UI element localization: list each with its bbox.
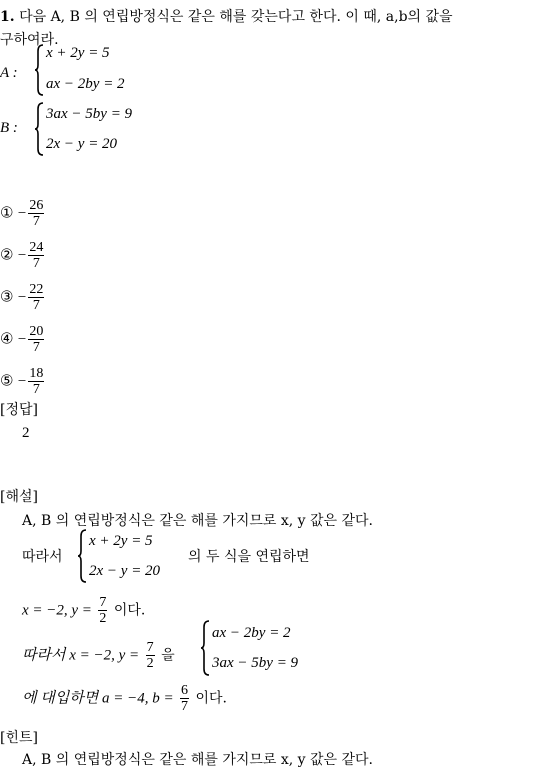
system-a-brace [34, 44, 44, 96]
solution-system-2-eq-1: ax − 2by = 2 [212, 625, 291, 641]
solution-line-5 [22, 683, 227, 714]
fraction-denominator: 7 [32, 256, 40, 271]
fraction-numerator: 24 [29, 240, 44, 255]
choice-sign: − [17, 205, 27, 222]
solution-line-3-suffix: 이다. [113, 602, 146, 619]
answer-value: 2 [22, 425, 30, 441]
hint-text: A, B 의 연립방정식은 같은 해를 가지므로 x, y 값은 같다. [22, 752, 374, 768]
choice-marker: ⑤ [0, 371, 14, 390]
choice-fraction [28, 324, 44, 355]
choice-marker: ① [0, 203, 14, 222]
choice-marker: ② [0, 245, 14, 264]
choice-sign: − [17, 289, 27, 306]
solution-line-5-suffix: 이다. [195, 690, 227, 707]
choice-3[interactable] [0, 282, 46, 313]
solution-line-3 [22, 595, 145, 626]
question-text-2: 구하여라. [0, 32, 59, 48]
choice-5[interactable] [0, 366, 46, 397]
question-number: 1. [0, 9, 15, 25]
choice-marker: ④ [0, 329, 14, 348]
solution-line-4-mid: 을 [161, 647, 175, 664]
choice-sign: − [17, 331, 27, 348]
choice-sign: − [17, 373, 27, 390]
solution-line-3-fraction [98, 595, 107, 626]
choice-sign: − [17, 247, 27, 264]
system-b-label: B : [0, 120, 18, 136]
solution-line-1: A, B 의 연립방정식은 같은 해를 가지므로 x, y 값은 같다. [22, 513, 374, 529]
fraction-denominator: 7 [32, 340, 40, 355]
fraction-denominator: 7 [181, 699, 189, 714]
fraction-denominator: 2 [146, 656, 154, 671]
solution-label: [해설] [0, 489, 38, 505]
system-b-brace [34, 102, 44, 156]
choice-1[interactable] [0, 198, 46, 229]
choice-2[interactable] [0, 240, 46, 271]
choice-fraction [28, 240, 44, 271]
solution-system-1-brace [77, 529, 87, 583]
solution-line-2-prefix: 따라서 [22, 549, 63, 565]
solution-system-1-eq-1: x + 2y = 5 [89, 533, 153, 549]
system-a-eq-1: x + 2y = 5 [46, 45, 110, 61]
solution-line-5-fraction [180, 683, 189, 714]
choice-4[interactable] [0, 324, 46, 355]
fraction-numerator: 22 [29, 282, 44, 297]
system-a-eq-2: ax − 2by = 2 [46, 76, 125, 92]
solution-line-3-prefix: x = −2, y = [22, 602, 92, 619]
fraction-numerator: 7 [146, 640, 154, 655]
solution-system-1-eq-2: 2x − y = 20 [89, 563, 161, 579]
system-b-eq-1: 3ax − 5by = 9 [46, 106, 133, 122]
solution-line-4-prefix: 따라서 x = −2, y = [22, 647, 140, 664]
fraction-denominator: 7 [32, 382, 40, 397]
solution-system-2-brace [200, 620, 210, 676]
hint-label: [힌트] [0, 730, 38, 746]
solution-line-4 [22, 640, 175, 671]
question-line-1 [0, 6, 453, 26]
fraction-numerator: 7 [99, 595, 107, 610]
choice-fraction [28, 282, 44, 313]
choice-fraction [28, 198, 44, 229]
fraction-numerator: 20 [29, 324, 44, 339]
answer-label: [정답] [0, 402, 38, 418]
solution-line-4-fraction [146, 640, 155, 671]
fraction-denominator: 7 [32, 214, 40, 229]
solution-system-2-eq-2: 3ax − 5by = 9 [212, 655, 299, 671]
solution-line-5-prefix: 에 대입하면 a = −4, b = [22, 690, 174, 707]
solution-line-2-suffix: 의 두 식을 연립하면 [188, 549, 310, 565]
fraction-numerator: 18 [29, 366, 44, 381]
fraction-numerator: 26 [29, 198, 44, 213]
choice-marker: ③ [0, 287, 14, 306]
fraction-denominator: 7 [32, 298, 40, 313]
fraction-numerator: 6 [181, 683, 189, 698]
fraction-denominator: 2 [99, 611, 107, 626]
system-b-eq-2: 2x − y = 20 [46, 136, 118, 152]
question-text-1: 다음 A, B 의 연립방정식은 같은 해를 갖는다고 한다. 이 때, a,b의 값을 [19, 9, 453, 25]
system-a-label: A : [0, 65, 18, 81]
choice-fraction [28, 366, 44, 397]
